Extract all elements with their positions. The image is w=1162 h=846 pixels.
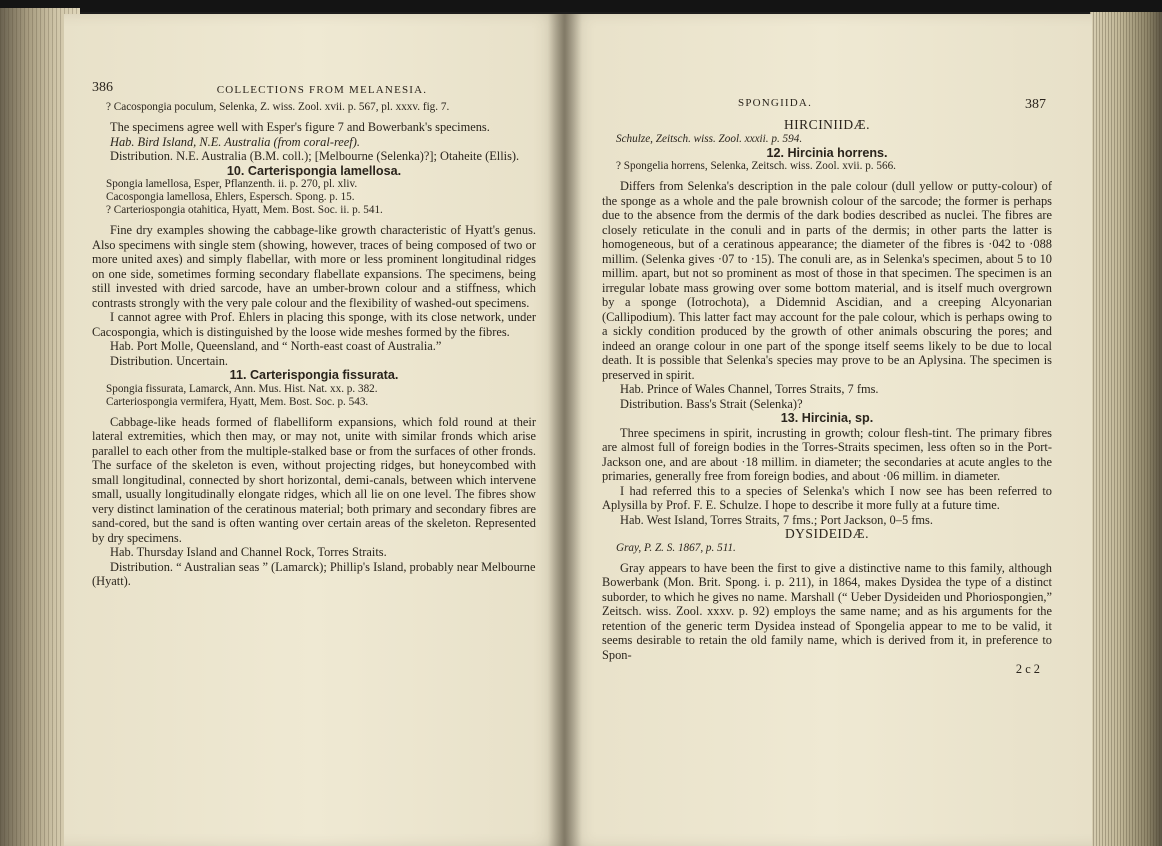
habitat-line: Hab. West Island, Torres Straits, 7 fms.; Port Jackson, 0–5 fms. bbox=[620, 512, 933, 527]
citation: Carteriospongia vermifera, Hyatt, Mem. Bost. Soc. p. 543. bbox=[106, 395, 369, 408]
scan-top-border bbox=[0, 0, 1162, 12]
family-heading: DYSIDEIDÆ. bbox=[784, 526, 870, 541]
distribution-line: Distribution. Uncertain. bbox=[110, 353, 229, 368]
citation: Cacospongia lamellosa, Ehlers, Espersch. Spong. p. 15. bbox=[106, 191, 355, 203]
section-heading: 10. Carterispongia lamellosa. bbox=[226, 163, 402, 178]
right-page-number: 387 bbox=[1025, 97, 1046, 112]
paragraph: The specimens agree well with Esper's figure 7 and Bowerbank's specimens. bbox=[110, 120, 490, 134]
habitat-line: Hab. Port Molle, Queensland, and “ North-east coast of Australia.” bbox=[110, 339, 442, 353]
habitat-line: Hab. Thursday Island and Channel Rock, Torres Straits. bbox=[110, 545, 387, 559]
right-page-stack bbox=[1090, 12, 1162, 846]
citation: Spongia lamellosa, Esper, Pflanzenth. ii. p. 270, pl. xliv. bbox=[106, 178, 358, 190]
intro-citation: ? Cacospongia poculum, Selenka, Z. wiss. Zool. xvii. p. 567, pl. xxxv. fig. 7. bbox=[106, 101, 450, 113]
left-page-number: 386 bbox=[92, 80, 113, 95]
distribution-line: Distribution. “ Australian seas ” (Lamarck); Phillip's Island, probably near Melbourne (Hyatt). bbox=[92, 559, 536, 588]
section-heading: 11. Carterispongia fissurata. bbox=[229, 368, 399, 382]
citation: ? Spongelia horrens, Selenka, Zeitsch. wiss. Zool. xvii. p. 566. bbox=[616, 160, 896, 172]
citation: Gray, P. Z. S. 1867, p. 511. bbox=[616, 541, 736, 554]
paragraph: Cabbage-like heads formed of flabelliform expansions, which fold round at their lateral extremities, which then may, or may not, unite with similar fronds which arise parallel to each other from the multiple-stalked base or from the surfaces of other fronds. The surface of the skeleton is even, without projecting ridges, but honeycombed with small longitudinal, connected by short horizontal, demi-canals, between which intervene small, usually longitudinally elongate ridges, which all lie on one level. The fibres show very distinct lamination of the ceratinous material; both primary and secondary fibres are sand-cored, but the sand is often wanting over certain areas of the skeleton. Represented by dry specimens. bbox=[92, 414, 536, 545]
section-heading: 13. Hircinia, sp. bbox=[780, 411, 874, 425]
book-gutter bbox=[548, 14, 582, 846]
family-heading: HIRCINIIDÆ. bbox=[783, 117, 871, 132]
citation: ? Carteriospongia otahitica, Hyatt, Mem. Bost. Soc. ii. p. 541. bbox=[106, 204, 383, 216]
paragraph: Three specimens in spirit, incrusting in growth; colour flesh-tint. The primary fibres are almost full of foreign bodies in the Torres-Straits specimen, less often so in the Port-Jackson one, and are about ·18 millim. in diameter; the secondaries at acute angles to the primaries, generally free from foreign bodies, and about ·06 millim. in diameter. bbox=[602, 425, 1052, 483]
paragraph: I cannot agree with Prof. Ehlers in placing this sponge, with its close network, under Cacospongia, which is distinguished by the loose wide meshes formed by the fibres. bbox=[92, 310, 536, 339]
distribution-line: Distribution. N.E. Australia (B.M. coll.); [Melbourne (Selenka)?]; Otaheite (Ellis). bbox=[110, 149, 520, 163]
habitat-line: Hab. Bird Island, N.E. Australia (from coral-reef). bbox=[110, 134, 360, 149]
distribution-line: Distribution. Bass's Strait (Selenka)? bbox=[620, 396, 803, 411]
paragraph: I had referred this to a species of Selenka's which I now see has been referred to Aplysilla by Prof. F. E. Schulze. I hope to describe it more fully at a future time. bbox=[602, 483, 1052, 512]
left-running-head: COLLECTIONS FROM MELANESIA. bbox=[216, 84, 428, 96]
signature-mark: 2 c 2 bbox=[1015, 662, 1040, 676]
citation: Schulze, Zeitsch. wiss. Zool. xxxii. p. 594. bbox=[616, 132, 803, 145]
section-heading: 12. Hircinia horrens. bbox=[766, 145, 888, 160]
left-page-body bbox=[92, 101, 536, 589]
paragraph: Fine dry examples showing the cabbage-like growth characteristic of Hyatt's genus. Also specimens with single stem (showing, however, traces of being composed of two or more united axes) and simply flabellar, with more or less prominent longitudinal ridges on one side, sometimes forming secondary flabellate expansions. The specimens, being still invested with dried sarcode, have an umber-brown colour and a stiffness, which contrasts strongly with the very pale colour and the flexibility of washed-out specimens. bbox=[92, 223, 536, 310]
right-running-head: SPONGIIDA. bbox=[738, 97, 813, 109]
right-page-body bbox=[602, 118, 1052, 677]
paragraph: Differs from Selenka's description in the pale colour (dull yellow or putty-colour) of the sponge as a whole and the pale brownish colour of the sarcode; the former is perhaps due to the absence from the dermis of the dark bodies described as nuclei. The fibres are closely reticulate in the conuli and in parts of the dermis; in other parts the latter is homogeneous, but of a ceratinous appearance; the diameter of the fibres is ·042 to ·088 millim. (Selenka gives ·07 to ·15). The conuli are, as in Selenka's specimen, about 5 to 10 millim. apart, but not so prominent as most of those in that specimen. The specimen is an irregular lobate mass growing over some bottom material, and is itself much overgrown by a sponge (Iotrochota), a Didemnid Ascidian, and a creeping Alcyonarian (Callipodium). This latter fact may account for the pale colour, which is perhaps owing to a sickly condition produced by the growth of other animals obscuring the pores; and indeed an orange colour in one part of the sponge itself seems likely to be due to local death. It is possible that Selenka's species may prove to be an Aplysina. The specimen is preserved in spirit. bbox=[602, 179, 1052, 382]
habitat-line: Hab. Prince of Wales Channel, Torres Straits, 7 fms. bbox=[620, 382, 879, 396]
paragraph: Gray appears to have been the first to give a distinctive name to this family, although Bowerbank (Mon. Brit. Spong. i. p. 211), in 1864, makes Dysidea the type of a distinct suborder, to which he gives no name. Marshall (“ Ueber Dysideiden und Phoriospongien,” Zeitsch. wiss. Zool. xxxv. p. 92) employs the same name; and as his arguments for the retention of the generic term Dysidea instead of Spongelia appear to me to be valid, it seems desirable to retain the old family name, which is derived from it, in preference to Spon- bbox=[602, 560, 1052, 662]
citation: Spongia fissurata, Lamarck, Ann. Mus. Hist. Nat. xx. p. 382. bbox=[106, 382, 378, 395]
